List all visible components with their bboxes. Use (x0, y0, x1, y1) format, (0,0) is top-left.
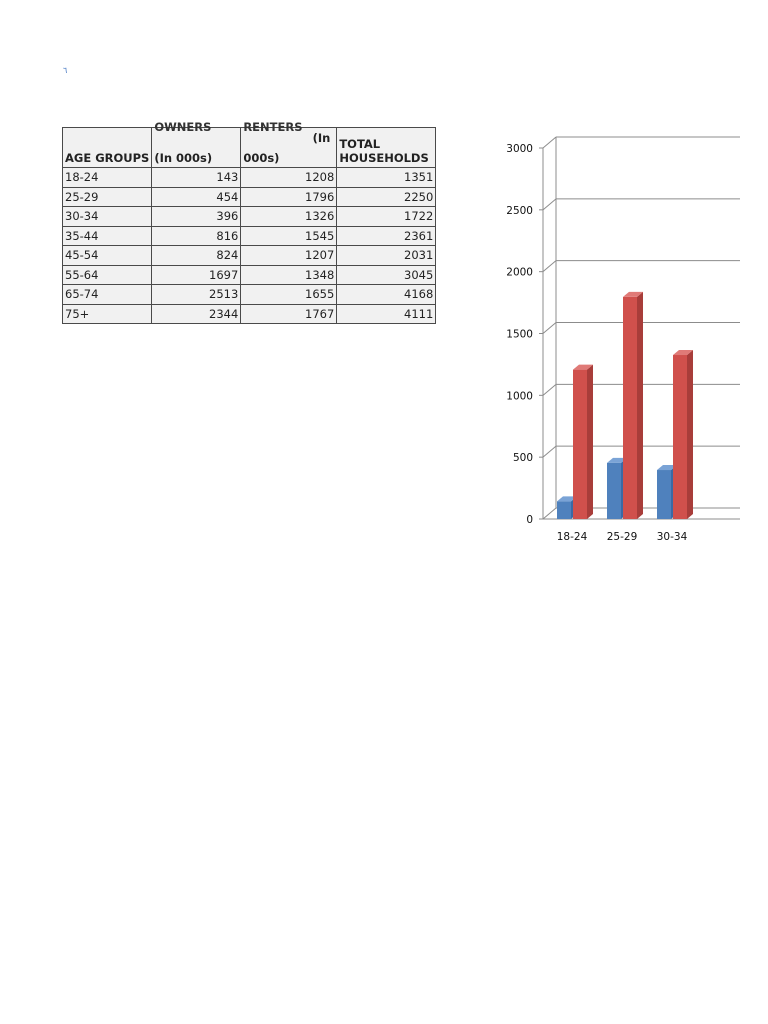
bar (623, 297, 637, 519)
header-owners-bottom: (In 000s) (154, 151, 213, 165)
y-tick-label: 0 (526, 514, 533, 526)
cell-total: 3045 (337, 265, 436, 285)
table-row (63, 207, 436, 227)
table-row (63, 187, 436, 207)
y-tick-label: 1000 (506, 390, 533, 403)
header-renters-mid: (In (312, 131, 331, 145)
cell-total: 1351 (337, 168, 436, 188)
cell-renters: 1655 (241, 285, 337, 305)
cell-owners: 454 (152, 187, 241, 207)
gridline-side (543, 261, 556, 272)
header-total-top: TOTAL (339, 137, 381, 151)
table-row (63, 285, 436, 305)
y-tick-label: 2000 (506, 266, 533, 279)
cell-total: 1722 (337, 207, 436, 227)
header-total (337, 128, 436, 168)
table-row (63, 226, 436, 246)
gridline-side (543, 446, 556, 457)
y-tick-label: 500 (512, 452, 533, 465)
gridline-side (543, 508, 556, 519)
cell-age: 18-24 (63, 168, 152, 188)
cell-age: 45-54 (63, 246, 152, 266)
cell-owners: 396 (152, 207, 241, 227)
x-tick-label: 18-24 (556, 531, 588, 543)
table-row (63, 168, 436, 188)
bar-side (687, 350, 693, 519)
cell-total: 2361 (337, 226, 436, 246)
bar (573, 370, 587, 519)
header-renters (241, 120, 337, 168)
bar (657, 470, 671, 519)
cell-age: 55-64 (63, 265, 152, 285)
bar-side (637, 292, 643, 519)
gridline-side (543, 137, 556, 148)
y-tick-label: 1500 (506, 328, 533, 341)
bar-side (587, 365, 593, 519)
header-age-groups: AGE GROUPS (63, 128, 152, 168)
bar (557, 501, 571, 519)
cell-owners: 1697 (152, 265, 241, 285)
cell-renters: 1796 (241, 187, 337, 207)
cell-owners: 2513 (152, 285, 241, 305)
cell-owners: 2344 (152, 304, 241, 324)
cell-age: 35-44 (63, 226, 152, 246)
y-tick-label: 2500 (506, 204, 533, 217)
cell-renters: 1207 (241, 246, 337, 266)
cell-total: 4111 (337, 304, 436, 324)
cell-owners: 824 (152, 246, 241, 266)
bar-chart (500, 130, 688, 550)
table-row (63, 246, 436, 266)
y-tick-label: 3000 (506, 143, 533, 155)
header-renters-top: RENTERS (243, 120, 303, 134)
bar-chart-container (500, 130, 688, 550)
cell-age: 30-34 (63, 207, 152, 227)
table-header-row (63, 128, 436, 168)
households-table (62, 120, 436, 324)
cell-renters: 1326 (241, 207, 337, 227)
gridline-side (543, 384, 556, 395)
cell-renters: 1348 (241, 265, 337, 285)
cell-age: 25-29 (63, 187, 152, 207)
gridline-side (543, 323, 556, 334)
header-renters-bottom: 000s) (243, 151, 280, 165)
bar (673, 355, 687, 519)
header-owners (152, 120, 241, 168)
cell-total: 2250 (337, 187, 436, 207)
cell-total: 4168 (337, 285, 436, 305)
cell-age: 75+ (63, 304, 152, 324)
header-total-bottom: HOUSEHOLDS (339, 151, 429, 165)
cell-owners: 143 (152, 168, 241, 188)
stray-marker: ٦ (63, 66, 68, 75)
cell-renters: 1208 (241, 168, 337, 188)
header-owners-top: OWNERS (154, 120, 212, 134)
bar (607, 463, 621, 519)
cell-total: 2031 (337, 246, 436, 266)
x-tick-label: 30-34 (656, 531, 688, 543)
cell-owners: 816 (152, 226, 241, 246)
table-row (63, 304, 436, 324)
cell-renters: 1767 (241, 304, 337, 324)
gridline-side (543, 199, 556, 210)
x-tick-label: 25-29 (606, 531, 638, 543)
table-row (63, 265, 436, 285)
cell-age: 65-74 (63, 285, 152, 305)
cell-renters: 1545 (241, 226, 337, 246)
